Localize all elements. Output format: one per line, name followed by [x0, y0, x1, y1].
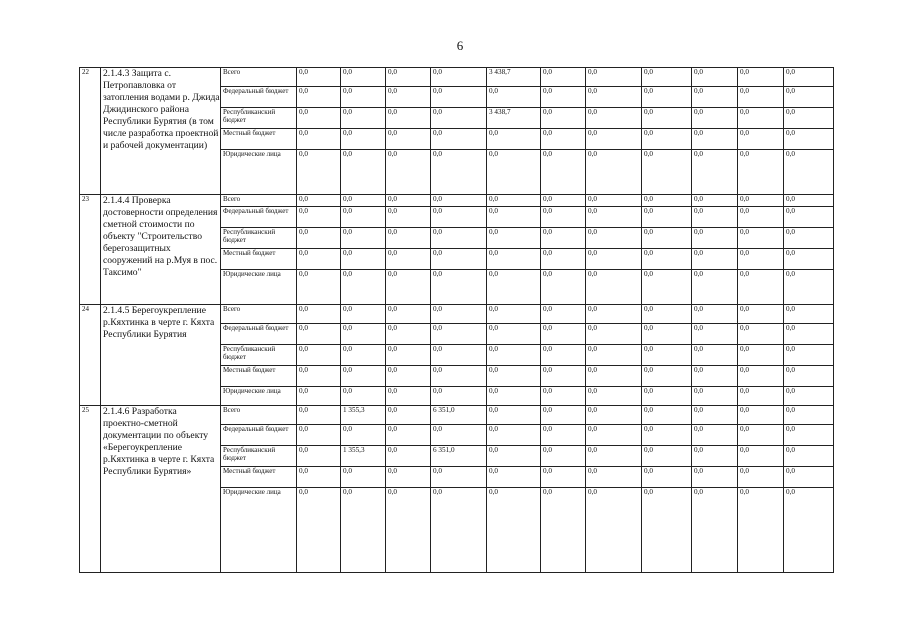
source-label: Республиканский бюджет	[221, 108, 297, 129]
value-cell: 0,0	[386, 87, 431, 108]
value-cell: 0,0	[642, 467, 692, 488]
row-title: 2.1.4.6 Разработка проектно-сметной документации по объекту «Берегоукрепление р.Кяхтинка в черте г. Кяхта Республики Бурятия»	[101, 406, 221, 573]
value-cell: 0,0	[784, 446, 834, 467]
value-cell: 0,0	[586, 324, 642, 345]
source-label: Местный бюджет	[221, 467, 297, 488]
value-cell: 0,0	[586, 87, 642, 108]
value-cell: 0,0	[586, 228, 642, 249]
value-cell: 0,0	[738, 425, 784, 446]
value-cell: 0,0	[341, 425, 386, 446]
value-cell: 0,0	[784, 366, 834, 387]
row-number: 23	[80, 195, 101, 305]
value-cell: 0,0	[341, 129, 386, 150]
source-label: Республиканский бюджет	[221, 345, 297, 366]
value-cell: 0,0	[692, 446, 738, 467]
source-label: Юридические лица	[221, 270, 297, 305]
value-cell: 0,0	[386, 324, 431, 345]
source-label: Юридические лица	[221, 150, 297, 195]
value-cell: 0,0	[784, 406, 834, 425]
value-cell: 0,0	[386, 150, 431, 195]
value-cell: 0,0	[642, 195, 692, 207]
value-cell: 0,0	[431, 129, 487, 150]
value-cell: 0,0	[431, 68, 487, 87]
value-cell: 6 351,0	[431, 446, 487, 467]
value-cell: 0,0	[431, 366, 487, 387]
source-label: Федеральный бюджет	[221, 87, 297, 108]
value-cell: 0,0	[386, 108, 431, 129]
value-cell: 0,0	[341, 228, 386, 249]
value-cell: 0,0	[341, 150, 386, 195]
value-cell: 1 355,3	[341, 446, 386, 467]
value-cell: 0,0	[738, 249, 784, 270]
value-cell: 0,0	[541, 406, 586, 425]
value-cell: 0,0	[386, 270, 431, 305]
value-cell: 0,0	[487, 87, 541, 108]
value-cell: 0,0	[784, 150, 834, 195]
value-cell: 0,0	[386, 228, 431, 249]
value-cell: 0,0	[642, 488, 692, 573]
value-cell: 0,0	[541, 305, 586, 324]
value-cell: 0,0	[297, 150, 341, 195]
value-cell: 0,0	[386, 195, 431, 207]
value-cell: 0,0	[541, 87, 586, 108]
table-body	[80, 68, 834, 573]
value-cell: 0,0	[297, 228, 341, 249]
value-cell: 0,0	[341, 87, 386, 108]
value-cell: 0,0	[297, 406, 341, 425]
value-cell: 0,0	[642, 270, 692, 305]
value-cell: 0,0	[541, 108, 586, 129]
value-cell: 0,0	[738, 228, 784, 249]
value-cell: 0,0	[692, 467, 738, 488]
value-cell: 0,0	[692, 305, 738, 324]
value-cell: 0,0	[431, 324, 487, 345]
value-cell: 0,0	[738, 305, 784, 324]
value-cell: 0,0	[586, 446, 642, 467]
value-cell: 0,0	[738, 467, 784, 488]
value-cell: 0,0	[586, 249, 642, 270]
source-label: Республиканский бюджет	[221, 446, 297, 467]
value-cell: 0,0	[541, 387, 586, 406]
value-cell: 0,0	[487, 488, 541, 573]
value-cell: 0,0	[784, 345, 834, 366]
value-cell: 0,0	[692, 249, 738, 270]
value-cell: 0,0	[738, 150, 784, 195]
value-cell: 0,0	[784, 488, 834, 573]
value-cell: 0,0	[297, 87, 341, 108]
value-cell: 0,0	[784, 108, 834, 129]
source-label: Федеральный бюджет	[221, 425, 297, 446]
value-cell: 0,0	[386, 305, 431, 324]
value-cell: 0,0	[431, 305, 487, 324]
value-cell: 0,0	[487, 207, 541, 228]
page-number: 6	[456, 38, 464, 53]
value-cell: 0,0	[386, 467, 431, 488]
value-cell: 0,0	[692, 108, 738, 129]
value-cell: 0,0	[692, 195, 738, 207]
value-cell: 0,0	[297, 324, 341, 345]
value-cell: 0,0	[692, 345, 738, 366]
value-cell: 0,0	[341, 249, 386, 270]
value-cell: 0,0	[386, 129, 431, 150]
value-cell: 0,0	[297, 68, 341, 87]
value-cell: 0,0	[386, 345, 431, 366]
source-label: Местный бюджет	[221, 249, 297, 270]
value-cell: 0,0	[297, 425, 341, 446]
value-cell: 0,0	[541, 366, 586, 387]
value-cell: 0,0	[341, 305, 386, 324]
value-cell: 0,0	[386, 387, 431, 406]
value-cell: 0,0	[642, 366, 692, 387]
value-cell: 0,0	[297, 270, 341, 305]
value-cell: 0,0	[692, 270, 738, 305]
value-cell: 0,0	[642, 345, 692, 366]
value-cell: 0,0	[738, 108, 784, 129]
value-cell: 0,0	[642, 228, 692, 249]
value-cell: 0,0	[784, 207, 834, 228]
value-cell: 0,0	[341, 488, 386, 573]
value-cell: 0,0	[541, 345, 586, 366]
value-cell: 1 355,3	[341, 406, 386, 425]
value-cell: 0,0	[487, 345, 541, 366]
row-number: 24	[80, 305, 101, 406]
value-cell: 0,0	[431, 467, 487, 488]
value-cell: 0,0	[341, 345, 386, 366]
value-cell: 0,0	[431, 425, 487, 446]
value-cell: 0,0	[386, 406, 431, 425]
value-cell: 0,0	[642, 425, 692, 446]
value-cell: 0,0	[487, 249, 541, 270]
value-cell: 0,0	[541, 150, 586, 195]
value-cell: 0,0	[297, 366, 341, 387]
value-cell: 0,0	[541, 425, 586, 446]
value-cell: 0,0	[692, 366, 738, 387]
value-cell: 0,0	[341, 270, 386, 305]
value-cell: 0,0	[431, 249, 487, 270]
value-cell: 0,0	[541, 68, 586, 87]
value-cell: 0,0	[297, 207, 341, 228]
value-cell: 0,0	[431, 108, 487, 129]
value-cell: 0,0	[586, 150, 642, 195]
value-cell: 0,0	[297, 467, 341, 488]
value-cell: 0,0	[642, 207, 692, 228]
value-cell: 0,0	[297, 488, 341, 573]
value-cell: 0,0	[431, 150, 487, 195]
value-cell: 0,0	[541, 228, 586, 249]
value-cell: 0,0	[297, 249, 341, 270]
value-cell: 0,0	[487, 467, 541, 488]
value-cell: 0,0	[386, 249, 431, 270]
value-cell: 0,0	[784, 324, 834, 345]
value-cell: 0,0	[297, 195, 341, 207]
value-cell: 0,0	[738, 488, 784, 573]
value-cell: 0,0	[738, 324, 784, 345]
value-cell: 0,0	[386, 425, 431, 446]
value-cell: 0,0	[431, 488, 487, 573]
value-cell: 0,0	[738, 207, 784, 228]
value-cell: 0,0	[784, 249, 834, 270]
value-cell: 0,0	[541, 324, 586, 345]
value-cell: 3 438,7	[487, 108, 541, 129]
value-cell: 0,0	[586, 129, 642, 150]
value-cell: 0,0	[487, 195, 541, 207]
value-cell: 0,0	[784, 305, 834, 324]
value-cell: 0,0	[692, 87, 738, 108]
value-cell: 0,0	[784, 270, 834, 305]
value-cell: 0,0	[297, 108, 341, 129]
value-cell: 0,0	[586, 195, 642, 207]
value-cell: 0,0	[386, 207, 431, 228]
table-row	[80, 68, 834, 87]
value-cell: 0,0	[386, 446, 431, 467]
source-label: Всего	[221, 195, 297, 207]
value-cell: 0,0	[784, 87, 834, 108]
value-cell: 0,0	[541, 249, 586, 270]
value-cell: 0,0	[784, 467, 834, 488]
value-cell: 0,0	[341, 324, 386, 345]
value-cell: 0,0	[297, 446, 341, 467]
value-cell: 0,0	[297, 387, 341, 406]
value-cell: 0,0	[431, 270, 487, 305]
value-cell: 0,0	[642, 108, 692, 129]
value-cell: 0,0	[431, 345, 487, 366]
value-cell: 0,0	[642, 305, 692, 324]
row-title: 2.1.4.4 Проверка достоверности определения сметной стоимости по объекту "Строительство берегозащитных сооружений на р.Муя в пос. Таксимо"	[101, 195, 221, 305]
value-cell: 0,0	[297, 305, 341, 324]
source-label: Местный бюджет	[221, 366, 297, 387]
value-cell: 0,0	[341, 207, 386, 228]
source-label: Всего	[221, 68, 297, 87]
value-cell: 0,0	[642, 129, 692, 150]
value-cell: 0,0	[692, 425, 738, 446]
value-cell: 0,0	[738, 345, 784, 366]
value-cell: 0,0	[431, 87, 487, 108]
value-cell: 0,0	[487, 270, 541, 305]
value-cell: 0,0	[487, 129, 541, 150]
value-cell: 0,0	[586, 305, 642, 324]
value-cell: 0,0	[586, 467, 642, 488]
value-cell: 0,0	[642, 68, 692, 87]
value-cell: 0,0	[692, 228, 738, 249]
value-cell: 0,0	[487, 387, 541, 406]
value-cell: 0,0	[586, 108, 642, 129]
value-cell: 0,0	[738, 406, 784, 425]
value-cell: 0,0	[586, 345, 642, 366]
value-cell: 0,0	[642, 387, 692, 406]
value-cell: 0,0	[642, 324, 692, 345]
value-cell: 0,0	[738, 195, 784, 207]
value-cell: 0,0	[431, 207, 487, 228]
value-cell: 0,0	[586, 387, 642, 406]
value-cell: 0,0	[341, 467, 386, 488]
value-cell: 0,0	[692, 150, 738, 195]
row-title: 2.1.4.5 Берегоукрепление р.Кяхтинка в черте г. Кяхта Республики Бурятия	[101, 305, 221, 406]
value-cell: 0,0	[692, 207, 738, 228]
value-cell: 0,0	[487, 446, 541, 467]
source-label: Всего	[221, 305, 297, 324]
value-cell: 0,0	[738, 270, 784, 305]
value-cell: 0,0	[297, 129, 341, 150]
value-cell: 0,0	[784, 68, 834, 87]
value-cell: 0,0	[541, 195, 586, 207]
value-cell: 0,0	[487, 228, 541, 249]
source-label: Федеральный бюджет	[221, 324, 297, 345]
value-cell: 0,0	[692, 68, 738, 87]
value-cell: 0,0	[692, 129, 738, 150]
value-cell: 3 438,7	[487, 68, 541, 87]
value-cell: 0,0	[386, 488, 431, 573]
value-cell: 0,0	[586, 488, 642, 573]
value-cell: 0,0	[784, 387, 834, 406]
value-cell: 0,0	[642, 406, 692, 425]
value-cell: 0,0	[642, 249, 692, 270]
value-cell: 0,0	[586, 68, 642, 87]
value-cell: 0,0	[341, 68, 386, 87]
value-cell: 0,0	[784, 195, 834, 207]
value-cell: 6 351,0	[431, 406, 487, 425]
value-cell: 0,0	[341, 366, 386, 387]
value-cell: 0,0	[738, 129, 784, 150]
row-number: 25	[80, 406, 101, 573]
table-row	[80, 305, 834, 324]
value-cell: 0,0	[642, 87, 692, 108]
row-title: 2.1.4.3 Защита с. Петропавловка от затопления водами р. Джида Джидинского района Республики Бурятия (в том числе разработка проектной и рабочей документации)	[101, 68, 221, 195]
value-cell: 0,0	[487, 425, 541, 446]
value-cell: 0,0	[692, 324, 738, 345]
value-cell: 0,0	[738, 87, 784, 108]
value-cell: 0,0	[738, 446, 784, 467]
value-cell: 0,0	[541, 129, 586, 150]
source-label: Юридические лица	[221, 387, 297, 406]
value-cell: 0,0	[642, 150, 692, 195]
value-cell: 0,0	[541, 446, 586, 467]
value-cell: 0,0	[541, 270, 586, 305]
value-cell: 0,0	[586, 366, 642, 387]
value-cell: 0,0	[541, 488, 586, 573]
value-cell: 0,0	[692, 488, 738, 573]
table-row	[80, 195, 834, 207]
value-cell: 0,0	[586, 207, 642, 228]
value-cell: 0,0	[487, 150, 541, 195]
value-cell: 0,0	[487, 324, 541, 345]
value-cell: 0,0	[341, 108, 386, 129]
table-row	[80, 406, 834, 425]
row-number: 22	[80, 68, 101, 195]
value-cell: 0,0	[431, 387, 487, 406]
value-cell: 0,0	[692, 387, 738, 406]
value-cell: 0,0	[541, 207, 586, 228]
value-cell: 0,0	[692, 406, 738, 425]
value-cell: 0,0	[784, 129, 834, 150]
value-cell: 0,0	[586, 270, 642, 305]
value-cell: 0,0	[341, 387, 386, 406]
value-cell: 0,0	[586, 425, 642, 446]
value-cell: 0,0	[297, 345, 341, 366]
source-label: Местный бюджет	[221, 129, 297, 150]
source-label: Юридические лица	[221, 488, 297, 573]
source-label: Республиканский бюджет	[221, 228, 297, 249]
source-label: Федеральный бюджет	[221, 207, 297, 228]
value-cell: 0,0	[738, 68, 784, 87]
value-cell: 0,0	[541, 467, 586, 488]
value-cell: 0,0	[586, 406, 642, 425]
value-cell: 0,0	[386, 68, 431, 87]
value-cell: 0,0	[487, 366, 541, 387]
value-cell: 0,0	[784, 425, 834, 446]
value-cell: 0,0	[784, 228, 834, 249]
value-cell: 0,0	[642, 446, 692, 467]
value-cell: 0,0	[487, 406, 541, 425]
value-cell: 0,0	[431, 195, 487, 207]
value-cell: 0,0	[487, 305, 541, 324]
value-cell: 0,0	[341, 195, 386, 207]
value-cell: 0,0	[431, 228, 487, 249]
value-cell: 0,0	[738, 387, 784, 406]
budget-table	[79, 67, 834, 573]
source-label: Всего	[221, 406, 297, 425]
value-cell: 0,0	[738, 366, 784, 387]
value-cell: 0,0	[386, 366, 431, 387]
